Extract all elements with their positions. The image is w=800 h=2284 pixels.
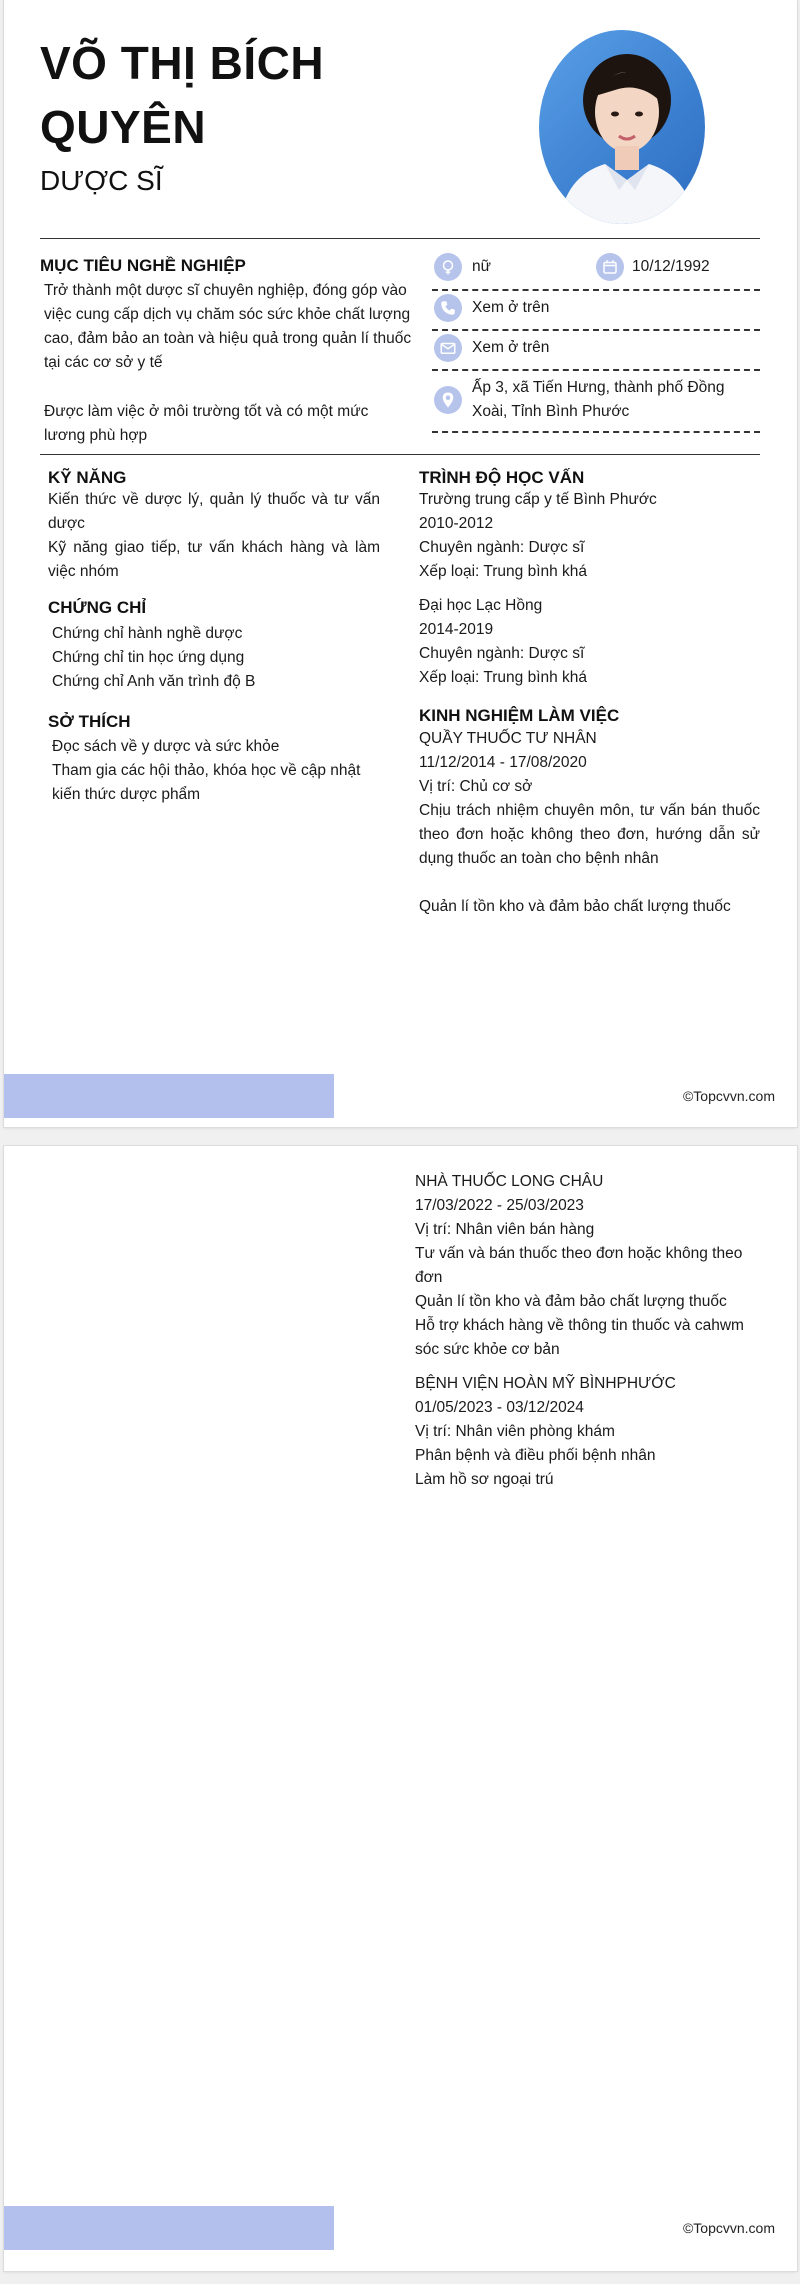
candidate-name-line1: VÕ THỊ BÍCH [40, 37, 325, 89]
footer-accent-bar [4, 2206, 334, 2250]
experience-position: Vị trí: Nhân viên bán hàng [415, 1221, 595, 1238]
education-school: Đại học Lạc Hồng [419, 597, 543, 614]
education-major: Chuyên ngành: Dược sĩ [419, 645, 585, 662]
footer-brand: ©Topcvvn.com [682, 1088, 775, 1104]
experience-company: NHÀ THUỐC LONG CHÂU [415, 1173, 604, 1190]
certificate-item: Chứng chỉ tin học ứng dụng [52, 649, 245, 666]
gender-icon [434, 253, 462, 281]
email-value: Xem ở trên [472, 339, 550, 356]
header-divider [40, 238, 760, 239]
phone-value: Xem ở trên [472, 299, 550, 316]
profile-photo-portrait [539, 30, 705, 224]
experience-company: QUẦY THUỐC TƯ NHÂN [419, 730, 597, 747]
cv-page-2 [4, 1146, 797, 2271]
footer-brand: ©Topcvvn.com [682, 2220, 775, 2236]
experience-description: Quản lí tồn kho và đảm bảo chất lượng thuốc [419, 898, 731, 915]
education-major: Chuyên ngành: Dược sĩ [419, 539, 585, 556]
education-title: TRÌNH ĐỘ HỌC VẤN [419, 468, 585, 487]
education-rank: Xếp loại: Trung bình khá [419, 669, 588, 686]
contact-divider [432, 289, 760, 291]
objective-title: MỤC TIÊU NGHỀ NGHIỆP [40, 256, 246, 275]
experience-title: KINH NGHIỆM LÀM VIỆC [419, 706, 620, 725]
experience-company: BỆNH VIỆN HOÀN MỸ BÌNHPHƯỚC [415, 1375, 676, 1392]
experience-period: 11/12/2014 - 17/08/2020 [419, 754, 587, 771]
certificate-item: Chứng chỉ Anh văn trình độ B [52, 673, 256, 690]
email-icon [434, 334, 462, 362]
certificates-title: CHỨNG CHỈ [48, 598, 147, 617]
certificate-item: Chứng chỉ hành nghề dược [52, 625, 243, 642]
cv-page-1 [4, 0, 797, 1127]
experience-description: Hỗ trợ khách hàng về thông tin thuốc và cahwm sóc sức khỏe cơ bản [415, 1317, 744, 1358]
experience-description: Làm hồ sơ ngoại trú [415, 1471, 554, 1488]
experience-position: Vị trí: Nhân viên phòng khám [415, 1423, 615, 1440]
experience-position: Vị trí: Chủ cơ sở [419, 778, 533, 795]
job-title: DƯỢC SĨ [40, 165, 163, 196]
education-period: 2010-2012 [419, 515, 494, 532]
contact-divider [432, 431, 760, 433]
experience-description: Chịu trách nhiệm chuyên môn, tư vấn bán thuốc theo đơn hoặc không theo đơn, hướng dẫn sử dụng thuốc an toàn cho bệnh nhân [419, 802, 760, 867]
experience-period: 01/05/2023 - 03/12/2024 [415, 1399, 584, 1416]
gender-value: nữ [472, 258, 491, 275]
address-value: Ấp 3, xã Tiến Hưng, thành phố Đồng Xoài, Tỉnh Bình Phước [472, 379, 725, 420]
education-rank: Xếp loại: Trung bình khá [419, 563, 588, 580]
section-divider [40, 454, 760, 455]
footer-accent-bar [4, 1074, 334, 1118]
objective-paragraph-2: Được làm việc ở môi trường tốt và có một mức lương phù hợp [44, 403, 369, 444]
skill-item: Kiến thức về dược lý, quản lý thuốc và tư vấn dược [48, 491, 380, 532]
experience-description: Phân bệnh và điều phối bệnh nhân [415, 1447, 656, 1464]
location-pin-icon [434, 386, 462, 414]
skills-title: KỸ NĂNG [48, 468, 127, 487]
experience-description: Quản lí tồn kho và đảm bảo chất lượng thuốc [415, 1293, 727, 1310]
contact-divider [432, 369, 760, 371]
calendar-icon [596, 253, 624, 281]
experience-description: Tư vấn và bán thuốc theo đơn hoặc không theo đơn [415, 1245, 743, 1286]
skill-item: Kỹ năng giao tiếp, tư vấn khách hàng và làm việc nhóm [48, 539, 380, 580]
hobby-item: Tham gia các hội thảo, khóa học về cập nhật kiến thức dược phẩm [52, 762, 361, 803]
phone-icon [434, 294, 462, 322]
hobbies-title: SỞ THÍCH [48, 712, 131, 731]
birthday-value: 10/12/1992 [632, 258, 710, 275]
profile-photo [539, 30, 705, 224]
experience-period: 17/03/2022 - 25/03/2023 [415, 1197, 584, 1214]
contact-divider [432, 329, 760, 331]
candidate-name-line2: QUYÊN [40, 101, 207, 153]
objective-paragraph-1: Trở thành một dược sĩ chuyên nghiệp, đóng góp vào việc cung cấp dịch vụ chăm sóc sức khỏe chất lượng cao, đảm bảo an toàn và hiệu quả trong quản lí thuốc tại các cơ sở y tế [44, 282, 412, 371]
education-period: 2014-2019 [419, 621, 494, 638]
education-school: Trường trung cấp y tế Bình Phước [419, 491, 657, 508]
hobby-item: Đọc sách về y dược và sức khỏe [52, 738, 280, 755]
